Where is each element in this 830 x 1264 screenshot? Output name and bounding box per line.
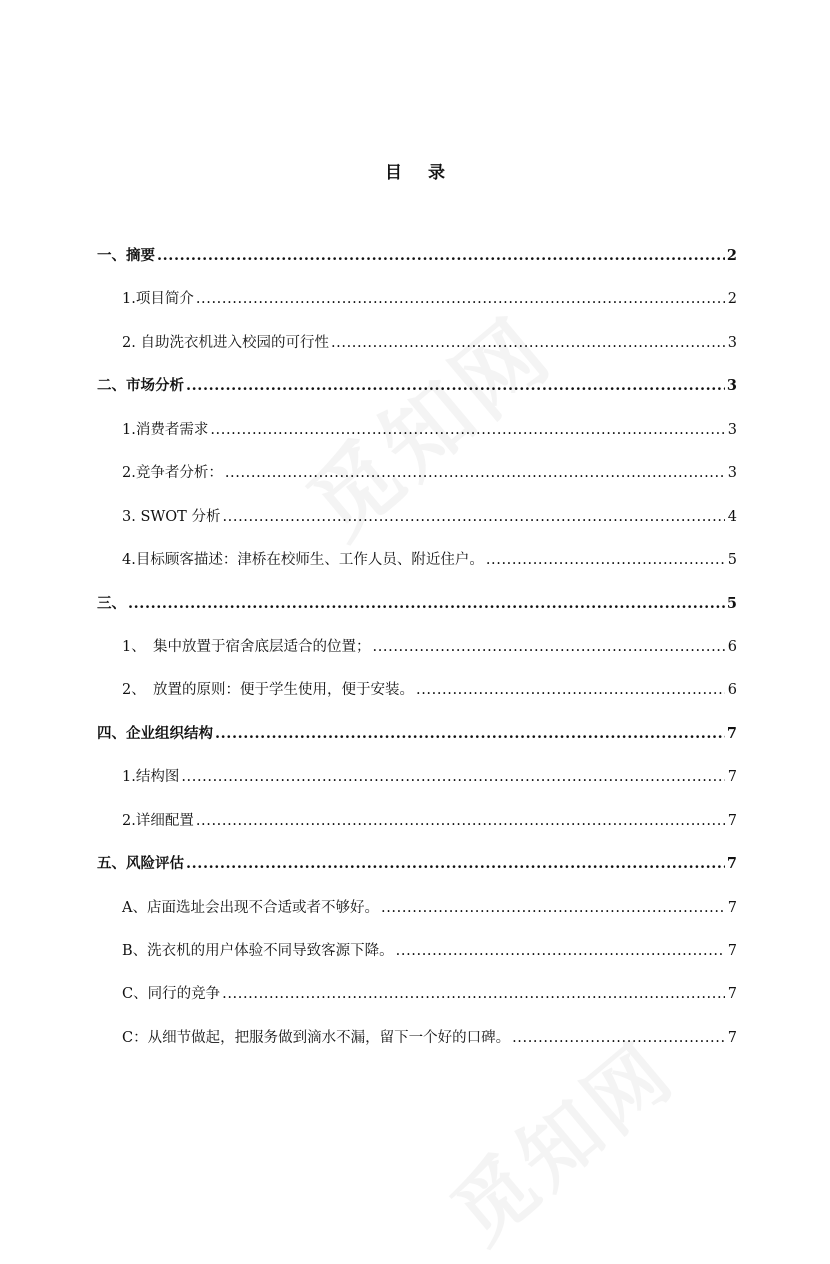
toc-page-number: 7	[727, 943, 737, 959]
toc-subsection-entry[interactable]	[97, 1026, 737, 1069]
toc-page-number: 3	[727, 334, 737, 351]
toc-entry-label: 3. SWOT 分析	[122, 508, 221, 525]
toc-page-number: 3	[727, 421, 737, 438]
toc-page-number: 3	[727, 465, 737, 482]
toc-dot-leader	[512, 1026, 725, 1050]
toc-dot-leader	[196, 287, 725, 311]
toc-subsection-entry[interactable]	[97, 418, 737, 461]
toc-title: 目 录	[385, 163, 455, 183]
toc-section-entry[interactable]	[97, 592, 737, 635]
toc-page-number: 5	[726, 594, 737, 612]
toc-entry-label: A、店面选址会出现不合适或者不够好。	[122, 899, 379, 916]
toc-dot-leader	[210, 418, 725, 442]
toc-subsection-entry[interactable]	[97, 548, 737, 591]
toc-subsection-entry[interactable]	[97, 461, 737, 504]
toc-entry-label: 4.目标顾客描述：津桥在校师生、工作人员、附近住户。	[122, 552, 484, 569]
toc-dot-leader	[186, 852, 725, 876]
toc-entry-label: 2、 放置的原则：便于学生使用，便于安装。	[122, 682, 414, 699]
toc-section-entry[interactable]	[97, 244, 737, 287]
toc-subsection-entry[interactable]	[97, 982, 737, 1025]
toc-page-number: 6	[727, 638, 737, 655]
toc-subsection-entry[interactable]	[97, 765, 737, 808]
toc-subsection-entry[interactable]	[97, 809, 737, 852]
toc-entry-label: 2.竞争者分析：	[122, 465, 223, 482]
toc-dot-leader	[181, 765, 725, 789]
toc-page-number: 7	[727, 812, 737, 829]
table-of-contents	[97, 244, 737, 1069]
toc-dot-leader	[396, 939, 725, 963]
toc-dot-leader	[196, 809, 725, 833]
toc-page-number: 7	[727, 899, 737, 916]
toc-entry-label: C、同行的竞争	[122, 986, 221, 1003]
toc-page-number: 3	[726, 377, 737, 395]
toc-dot-leader	[215, 722, 725, 746]
toc-dot-leader	[222, 982, 725, 1006]
toc-entry-label: 1、 集中放置于宿舍底层适合的位置；	[122, 638, 371, 655]
toc-page-number: 6	[727, 682, 737, 699]
toc-subsection-entry[interactable]	[97, 287, 737, 330]
toc-dot-leader	[128, 592, 725, 616]
toc-section-entry[interactable]	[97, 374, 737, 417]
toc-entry-label: 1.结构图	[122, 769, 180, 786]
toc-dot-leader	[157, 244, 725, 268]
toc-dot-leader	[372, 635, 725, 659]
toc-subsection-entry[interactable]	[97, 505, 737, 548]
toc-page-number: 2	[726, 247, 737, 264]
toc-page-number: 7	[727, 769, 737, 786]
toc-entry-label: 2.详细配置	[122, 812, 194, 829]
toc-subsection-entry[interactable]	[97, 678, 737, 721]
toc-page-number: 7	[727, 1029, 737, 1046]
toc-entry-label: 1.消费者需求	[122, 421, 209, 438]
toc-page-number: 7	[726, 855, 737, 873]
toc-dot-leader	[225, 461, 725, 485]
toc-entry-label: 三、	[97, 594, 126, 612]
toc-subsection-entry[interactable]	[97, 331, 737, 374]
toc-entry-label: 1.项目简介	[122, 291, 194, 308]
toc-dot-leader	[222, 505, 725, 529]
toc-entry-label: B、洗衣机的用户体验不同导致客源下降。	[122, 943, 394, 959]
toc-page-number: 4	[727, 508, 737, 525]
toc-dot-leader	[381, 896, 725, 920]
toc-entry-label: 一、摘要	[97, 247, 155, 264]
toc-page-number: 7	[726, 724, 737, 742]
toc-entry-label: 五、风险评估	[97, 855, 184, 873]
toc-page-number: 5	[727, 552, 737, 569]
toc-entry-label: 四、企业组织结构	[97, 724, 213, 742]
toc-dot-leader	[186, 374, 725, 398]
toc-dot-leader	[486, 548, 725, 572]
toc-page-number: 2	[727, 291, 737, 308]
toc-section-entry[interactable]	[97, 852, 737, 895]
toc-entry-label: 二、市场分析	[97, 377, 184, 395]
toc-subsection-entry[interactable]	[97, 635, 737, 678]
toc-dot-leader	[416, 678, 725, 702]
toc-entry-label: 2. 自助洗衣机进入校园的可行性	[122, 334, 329, 351]
toc-section-entry[interactable]	[97, 722, 737, 765]
toc-page-number: 7	[727, 986, 737, 1003]
toc-subsection-entry[interactable]	[97, 896, 737, 939]
toc-entry-label: C：从细节做起，把服务做到滴水不漏，留下一个好的口碑。	[122, 1029, 511, 1046]
toc-dot-leader	[331, 331, 725, 355]
toc-subsection-entry[interactable]	[97, 939, 737, 982]
